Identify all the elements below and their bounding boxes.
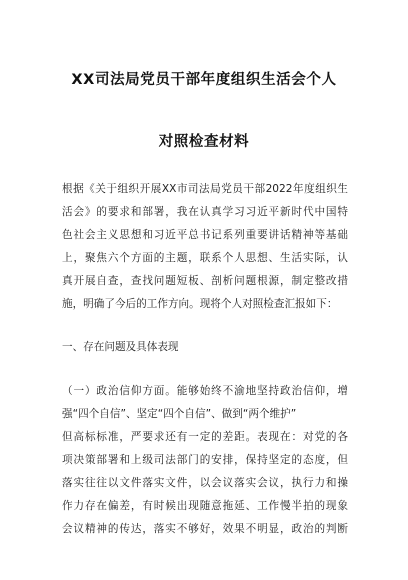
section-heading: 一、存在问题及具体表现: [62, 341, 179, 353]
subsection-paragraph-line: 作力存在偏差，有时候出现随意拖延、工作慢半拍的现象: [62, 500, 348, 512]
subsection-paragraph-line: 落实往往以文件落实文件，以会议落实会议，执行力和操: [62, 477, 348, 489]
subsection-paragraph-line: 强“四个自信”、坚定“四个自信”、做到“两个维护”: [62, 408, 297, 420]
subsection-paragraph-line: 但高标标准，严要求还有一定的差距。表现在：对党的各: [62, 431, 348, 443]
intro-paragraph-line: 色社会主义思想和习近平总书记系列重要讲话精神等基础: [62, 229, 348, 241]
intro-paragraph-line: 上，聚焦六个方面的主题，联系个人思想、生活实际，认: [62, 252, 348, 264]
subsection-paragraph-line: （一）政治信仰方面。能够始终不渝地坚持政治信仰，增: [62, 385, 348, 397]
intro-paragraph-line: 真开展自查，查找问题短板、剖析问题根源，制定整改措: [62, 275, 348, 287]
subsection-paragraph-line: 项决策部署和上级司法部门的安排，保持坚定的态度，但: [62, 454, 348, 466]
intro-paragraph-line: 根据《关于组织开展XX市司法局党员干部2022年度组织生: [62, 183, 348, 195]
intro-paragraph-line: 活会》的要求和部署，我在认真学习习近平新时代中国特: [62, 206, 348, 218]
intro-paragraph-line: 施，明确了今后的工作方向。现将个人对照检查汇报如下：: [62, 298, 338, 310]
document-title-line-1: XX司法局党员干部年度组织生活会个人: [71, 72, 337, 88]
subsection-paragraph-line: 会议精神的传达，落实不够好，效果不明显，政治的判断: [62, 523, 348, 535]
document-title-line-2: 对照检查材料: [158, 134, 250, 150]
